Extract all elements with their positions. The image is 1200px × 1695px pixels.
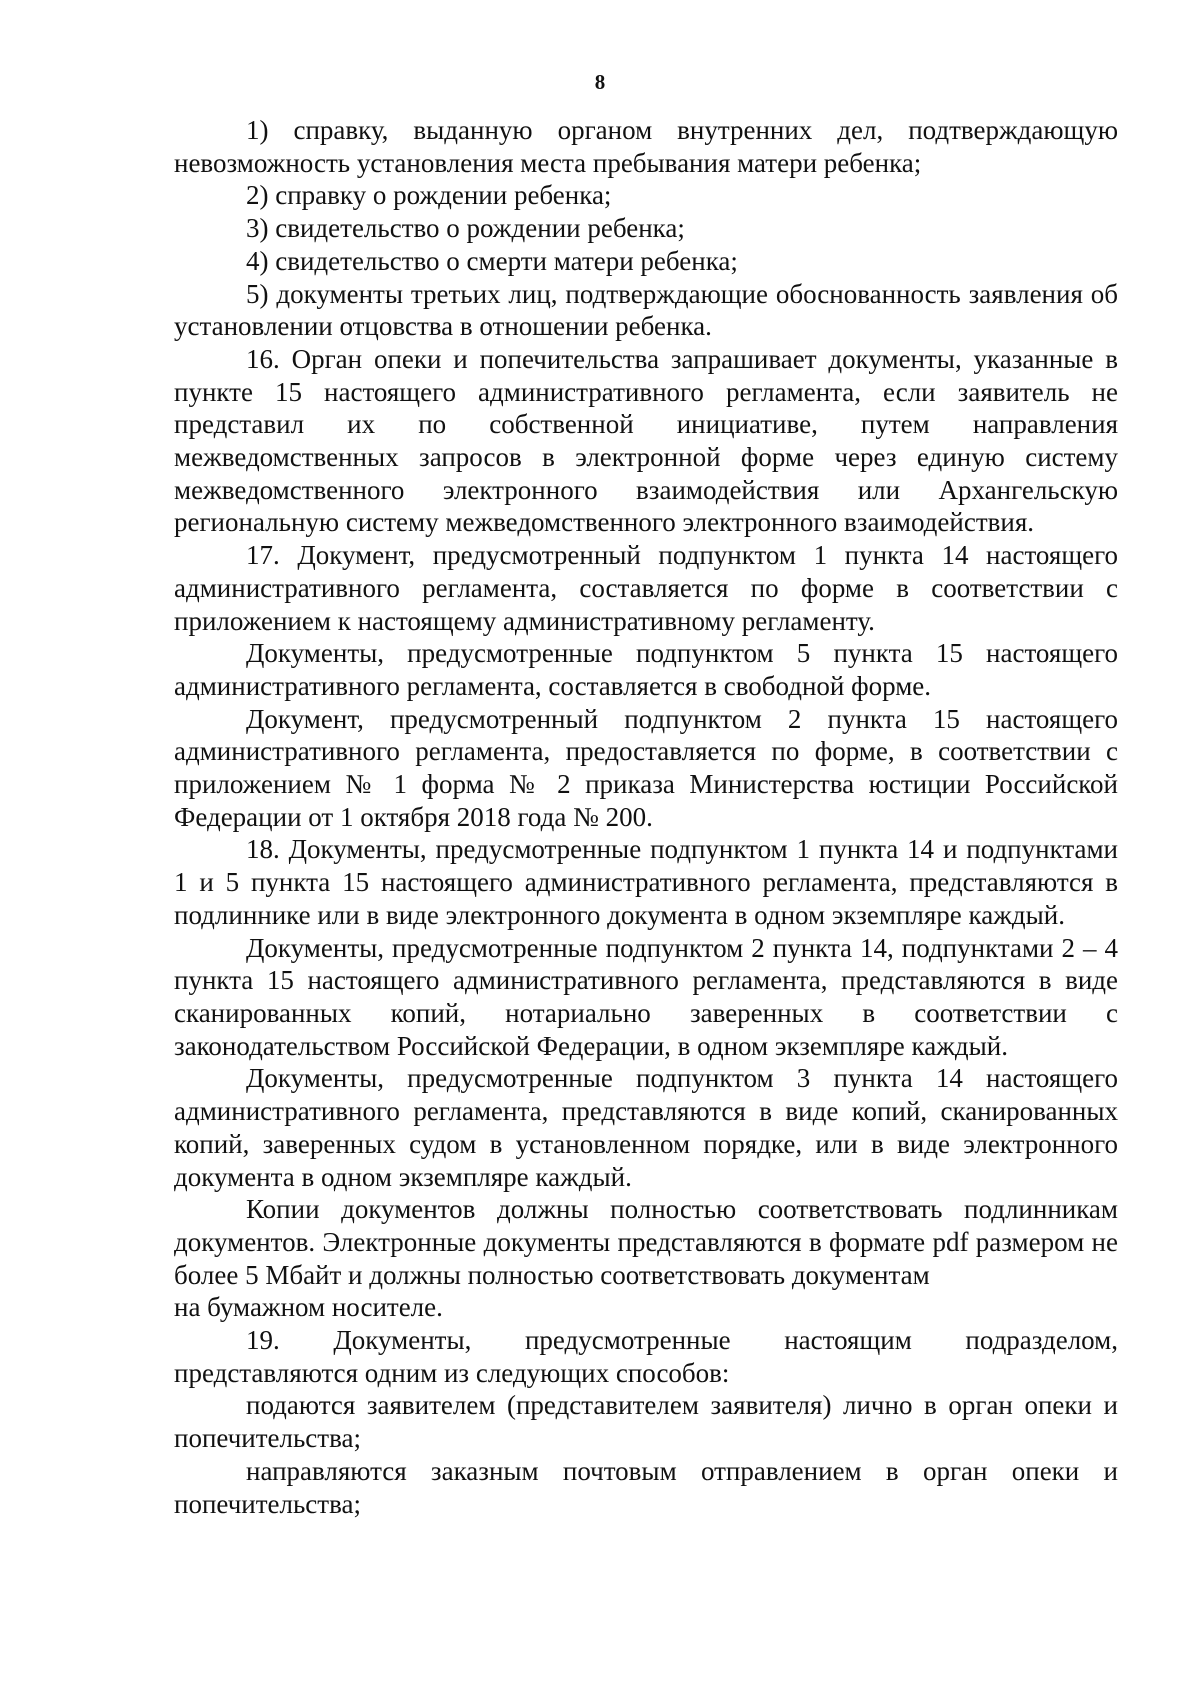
paragraph-clause-18-part-3: Документы, предусмотренные подпунктом 3 пункта 14 настоящего административного регламента, представляются в виде копий, сканированных копий, заверенных судом в установленном порядке, или в виде электронного документа в одном экземпляре каждый.	[174, 1063, 1118, 1192]
paragraph-item-1-5: 5) документы третьих лиц, подтверждающие обоснованность заявления об установлении отцовства в отношении ребенка.	[174, 278, 1118, 342]
paragraph-clause-19-method-1: подаются заявителем (представителем заявителя) лично в орган опеки и попечительства;	[174, 1390, 1118, 1454]
paragraph-clause-18: 18. Документы, предусмотренные подпунктом 1 пункта 14 и подпунктами 1 и 5 пункта 15 настоящего административного регламента, представляются в подлиннике или в виде электронного документа в одном экземпляре каждый.	[174, 834, 1118, 930]
paragraph-item-1-2: 2) справку о рождении ребенка;	[246, 180, 612, 211]
paragraph-clause-19-method-2: направляются заказным почтовым отправлением в орган опеки и попечительства;	[174, 1455, 1118, 1519]
paragraph-clause-19: 19. Документы, предусмотренные настоящим подразделом, представляются одним из следующих способов:	[174, 1325, 1118, 1388]
paragraph-clause-16: 16. Орган опеки и попечительства запрашивает документы, указанные в пункте 15 настоящего административного регламента, если заявитель не представил их по собственной инициативе, путем направления межведомственных запросов в электронной форме через единую систему межведомственного электронного взаимодействия или Архангельскую региональную систему межведомственного электронного взаимодействия.	[174, 343, 1118, 538]
paragraph-clause-18-part-2: Документы, предусмотренные подпунктом 2 пункта 14, подпунктами 2 – 4 пункта 15 настоящего административного регламента, представляются в виде сканированных копий, нотариально заверенных в соответствии с законодательством Российской Федерации, в одном экземпляре каждый.	[174, 932, 1118, 1061]
paragraph-clause-17-part-2: Документы, предусмотренные подпунктом 5 пункта 15 настоящего административного регламента, составляется в свободной форме.	[174, 638, 1118, 701]
paragraph-clause-18-part-4-cont: на бумажном носителе.	[174, 1292, 443, 1323]
paragraph-item-1-4: 4) свидетельство о смерти матери ребенка;	[246, 245, 738, 276]
paragraph-clause-17-part-3: Документ, предусмотренный подпунктом 2 пункта 15 настоящего административного регламента, предоставляется по форме, в соответствии с приложением № 1 форма № 2 приказа Министерства юстиции Российской Федерации от 1 октября 2018 года № 200.	[174, 703, 1118, 832]
page-number: 8	[594, 70, 606, 94]
paragraph-clause-18-part-4: Копии документов должны полностью соответствовать подлинникам документов. Электронные документы представляются в формате pdf размером не более 5 Мбайт и должны полностью соответствовать документам	[174, 1194, 1118, 1290]
paragraph-item-1-1: 1) справку, выданную органом внутренних дел, подтверждающую невозможность установления места пребывания матери ребенка;	[174, 115, 1118, 178]
paragraph-item-1-3: 3) свидетельство о рождении ребенка;	[246, 213, 685, 244]
document-body	[174, 114, 1118, 1520]
paragraph-clause-17: 17. Документ, предусмотренный подпунктом 1 пункта 14 настоящего административного регламента, составляется по форме в соответствии с приложением к настоящему административному регламенту.	[174, 540, 1118, 636]
